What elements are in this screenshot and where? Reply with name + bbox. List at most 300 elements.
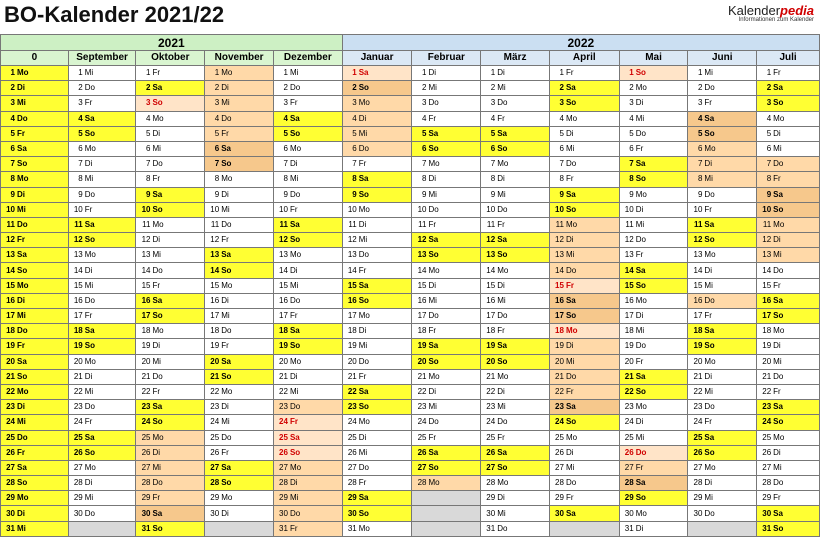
weekday-label: Sa bbox=[17, 250, 27, 260]
month-header: April bbox=[549, 51, 619, 66]
day-cell bbox=[757, 278, 820, 293]
weekday-label: So bbox=[704, 235, 715, 245]
weekday-label: Di bbox=[635, 204, 644, 214]
day-number: 24 bbox=[347, 417, 357, 427]
day-number: 3 bbox=[146, 98, 151, 108]
day-number: 9 bbox=[78, 189, 83, 199]
weekday-label: Sa bbox=[704, 432, 715, 442]
day-number: 4 bbox=[697, 113, 703, 123]
weekday-label: Do bbox=[84, 402, 95, 412]
day-number: 2 bbox=[629, 83, 634, 93]
day-cell bbox=[342, 202, 412, 217]
calendar-row bbox=[1, 339, 820, 354]
day-cell bbox=[619, 324, 688, 339]
empty-cell bbox=[688, 521, 757, 536]
day-number: 14 bbox=[624, 265, 634, 275]
weekday-label: Fr bbox=[358, 371, 367, 381]
day-number: 21 bbox=[347, 371, 357, 381]
weekday-label: Sa bbox=[289, 113, 300, 123]
month-header: Januar bbox=[342, 51, 412, 66]
month-header: März bbox=[481, 51, 550, 66]
weekday-label: So bbox=[635, 280, 646, 290]
day-cell bbox=[619, 384, 688, 399]
day-cell bbox=[549, 415, 619, 430]
day-cell bbox=[273, 339, 342, 354]
weekday-label: Di bbox=[704, 371, 712, 381]
day-number: 28 bbox=[486, 478, 496, 488]
weekday-label: Do bbox=[565, 478, 577, 488]
day-cell bbox=[273, 415, 342, 430]
day-number: 21 bbox=[624, 371, 634, 381]
weekday-label: Di bbox=[221, 295, 229, 305]
weekday-label: Sa bbox=[635, 371, 646, 381]
weekday-label: Fr bbox=[289, 98, 298, 108]
day-cell bbox=[757, 248, 820, 263]
day-number: 28 bbox=[141, 478, 151, 488]
day-number: 29 bbox=[141, 493, 151, 503]
weekday-label: Do bbox=[84, 83, 95, 93]
day-cell bbox=[688, 96, 757, 111]
day-cell bbox=[619, 369, 688, 384]
day-number: 13 bbox=[624, 250, 634, 260]
day-number: 20 bbox=[6, 356, 15, 366]
day-number: 20 bbox=[141, 356, 151, 366]
weekday-label: So bbox=[565, 204, 577, 214]
day-number: 12 bbox=[347, 235, 357, 245]
weekday-label: Mi bbox=[84, 493, 94, 503]
day-number: 5 bbox=[78, 128, 83, 138]
day-number: 24 bbox=[762, 417, 772, 427]
day-cell bbox=[1, 460, 69, 475]
weekday-label: Fr bbox=[773, 174, 781, 184]
day-number: 20 bbox=[417, 356, 427, 366]
day-number: 9 bbox=[629, 189, 634, 199]
weekday-label: Di bbox=[152, 341, 161, 351]
day-cell bbox=[412, 233, 481, 248]
weekday-label: So bbox=[221, 478, 232, 488]
day-cell bbox=[688, 263, 757, 278]
weekday-label: Do bbox=[773, 159, 784, 169]
day-number: 10 bbox=[417, 204, 427, 214]
day-number: 18 bbox=[210, 326, 220, 336]
day-number: 12 bbox=[555, 235, 564, 245]
weekday-label: Mi bbox=[704, 174, 713, 184]
day-cell bbox=[136, 521, 205, 536]
weekday-label: So bbox=[289, 128, 301, 138]
day-number: 8 bbox=[78, 174, 83, 184]
day-cell bbox=[412, 476, 481, 491]
weekday-label: Mo bbox=[635, 295, 647, 305]
weekday-label: Mi bbox=[221, 98, 230, 108]
day-cell bbox=[412, 430, 481, 445]
weekday-label: Mi bbox=[565, 250, 575, 260]
day-cell bbox=[1, 309, 69, 324]
day-number: 5 bbox=[352, 128, 357, 138]
day-cell bbox=[481, 96, 550, 111]
day-number: 23 bbox=[555, 402, 564, 412]
weekday-label: Mo bbox=[565, 113, 578, 123]
day-cell bbox=[136, 278, 205, 293]
weekday-label: Fr bbox=[773, 493, 781, 503]
day-number: 29 bbox=[73, 493, 83, 503]
day-number: 19 bbox=[279, 341, 288, 351]
day-cell bbox=[619, 111, 688, 126]
weekday-label: Sa bbox=[428, 128, 439, 138]
weekday-label: Sa bbox=[152, 189, 163, 199]
day-number: 21 bbox=[73, 371, 83, 381]
day-cell bbox=[68, 278, 136, 293]
weekday-label: Sa bbox=[152, 508, 163, 518]
day-cell bbox=[549, 369, 619, 384]
day-number: 12 bbox=[624, 235, 634, 245]
day-cell bbox=[273, 248, 342, 263]
weekday-label: Mo bbox=[17, 280, 29, 290]
day-number: 27 bbox=[624, 462, 634, 472]
day-cell bbox=[412, 384, 481, 399]
weekday-label: Sa bbox=[17, 462, 27, 472]
day-number: 27 bbox=[417, 462, 427, 472]
day-number: 16 bbox=[141, 295, 151, 305]
day-number: 27 bbox=[347, 462, 357, 472]
day-number: 23 bbox=[693, 402, 703, 412]
calendar-row bbox=[1, 126, 820, 141]
day-number: 7 bbox=[283, 159, 288, 169]
day-number: 18 bbox=[555, 326, 564, 336]
day-cell bbox=[1, 217, 69, 232]
day-cell bbox=[1, 126, 69, 141]
day-cell bbox=[273, 369, 342, 384]
day-number: 3 bbox=[352, 98, 357, 108]
day-cell bbox=[688, 111, 757, 126]
weekday-label: Do bbox=[17, 432, 28, 442]
day-cell bbox=[549, 141, 619, 156]
day-number: 3 bbox=[78, 98, 83, 108]
day-cell bbox=[68, 506, 136, 521]
day-number: 7 bbox=[422, 159, 427, 169]
weekday-label: Di bbox=[152, 447, 161, 457]
day-cell bbox=[688, 415, 757, 430]
day-cell bbox=[342, 400, 412, 415]
weekday-label: Di bbox=[635, 523, 644, 533]
day-number: 31 bbox=[486, 523, 496, 533]
weekday-label: Do bbox=[704, 402, 715, 412]
day-number: 23 bbox=[624, 402, 634, 412]
day-number: 27 bbox=[210, 462, 220, 472]
day-number: 6 bbox=[559, 144, 564, 154]
day-cell bbox=[68, 141, 136, 156]
weekday-label: Mo bbox=[289, 144, 302, 154]
day-cell bbox=[205, 384, 274, 399]
day-cell bbox=[619, 354, 688, 369]
day-cell bbox=[1, 157, 69, 172]
day-number: 7 bbox=[766, 159, 772, 169]
day-number: 7 bbox=[78, 159, 83, 169]
day-cell bbox=[619, 430, 688, 445]
day-number: 20 bbox=[210, 356, 220, 366]
calendar-table bbox=[0, 34, 820, 537]
weekday-label: So bbox=[221, 159, 232, 169]
weekday-label: Sa bbox=[17, 356, 27, 366]
weekday-label: Fr bbox=[565, 387, 574, 397]
day-cell bbox=[549, 202, 619, 217]
day-cell bbox=[205, 339, 274, 354]
day-cell bbox=[342, 157, 412, 172]
day-cell bbox=[273, 157, 342, 172]
weekday-label: Sa bbox=[84, 326, 95, 336]
weekday-label: Mo bbox=[497, 371, 509, 381]
weekday-label: Di bbox=[428, 68, 437, 78]
day-number: 11 bbox=[279, 219, 288, 229]
day-number: 12 bbox=[693, 235, 703, 245]
weekday-label: So bbox=[497, 144, 508, 154]
day-cell bbox=[412, 445, 481, 460]
day-number: 14 bbox=[279, 265, 288, 275]
day-number: 9 bbox=[352, 189, 357, 199]
day-cell bbox=[136, 491, 205, 506]
day-number: 1 bbox=[352, 68, 357, 78]
day-number: 18 bbox=[73, 326, 83, 336]
day-cell bbox=[273, 460, 342, 475]
day-number: 10 bbox=[693, 204, 703, 214]
logo-brand-accent: pedia bbox=[780, 3, 814, 18]
day-cell bbox=[688, 506, 757, 521]
weekday-label: Di bbox=[289, 371, 298, 381]
day-cell bbox=[688, 278, 757, 293]
day-number: 30 bbox=[6, 508, 15, 518]
weekday-label: Mi bbox=[289, 493, 299, 503]
day-cell bbox=[549, 324, 619, 339]
day-cell bbox=[481, 233, 550, 248]
day-number: 9 bbox=[214, 189, 220, 199]
day-number: 29 bbox=[555, 493, 564, 503]
weekday-label: Do bbox=[704, 189, 715, 199]
day-cell bbox=[1, 384, 69, 399]
day-number: 30 bbox=[210, 508, 220, 518]
weekday-label: Fr bbox=[565, 68, 574, 78]
day-number: 8 bbox=[283, 174, 288, 184]
day-cell bbox=[1, 248, 69, 263]
day-cell bbox=[205, 293, 274, 308]
weekday-label: Do bbox=[84, 295, 95, 305]
day-cell bbox=[412, 126, 481, 141]
day-cell bbox=[619, 248, 688, 263]
weekday-label: Sa bbox=[773, 402, 783, 412]
day-number: 1 bbox=[559, 68, 564, 78]
day-cell bbox=[688, 293, 757, 308]
weekday-label: Mo bbox=[358, 204, 370, 214]
weekday-label: Di bbox=[221, 83, 229, 93]
day-cell bbox=[481, 400, 550, 415]
weekday-label: Do bbox=[289, 295, 301, 305]
day-cell bbox=[205, 263, 274, 278]
day-number: 30 bbox=[762, 508, 772, 518]
day-number: 25 bbox=[693, 432, 703, 442]
day-cell bbox=[688, 217, 757, 232]
day-cell bbox=[688, 400, 757, 415]
day-cell bbox=[205, 476, 274, 491]
day-number: 18 bbox=[762, 326, 772, 336]
weekday-label: Mo bbox=[428, 371, 440, 381]
day-number: 17 bbox=[555, 311, 564, 321]
weekday-label: So bbox=[635, 387, 646, 397]
day-number: 14 bbox=[73, 265, 83, 275]
day-number: 11 bbox=[625, 219, 634, 229]
day-number: 11 bbox=[762, 219, 772, 229]
day-cell bbox=[136, 445, 205, 460]
day-number: 16 bbox=[73, 295, 83, 305]
weekday-label: Sa bbox=[773, 508, 783, 518]
weekday-label: Mi bbox=[152, 250, 161, 260]
weekday-label: Fr bbox=[428, 113, 437, 123]
weekday-label: So bbox=[17, 265, 28, 275]
weekday-label: Do bbox=[497, 417, 508, 427]
weekday-label: Mo bbox=[152, 432, 164, 442]
day-number: 25 bbox=[210, 432, 220, 442]
weekday-label: Mi bbox=[773, 356, 782, 366]
day-cell bbox=[412, 369, 481, 384]
day-cell bbox=[619, 263, 688, 278]
year-header-row bbox=[1, 35, 820, 51]
weekday-label: Di bbox=[497, 174, 505, 184]
day-number: 24 bbox=[279, 417, 288, 427]
day-cell bbox=[549, 96, 619, 111]
day-number: 6 bbox=[78, 144, 83, 154]
day-number: 6 bbox=[352, 144, 357, 154]
day-cell bbox=[342, 324, 412, 339]
weekday-label: Mi bbox=[358, 128, 368, 138]
day-number: 16 bbox=[279, 295, 288, 305]
day-number: 16 bbox=[210, 295, 220, 305]
day-number: 21 bbox=[6, 371, 15, 381]
weekday-label: Mo bbox=[773, 219, 785, 229]
day-number: 6 bbox=[766, 144, 772, 154]
day-cell bbox=[688, 202, 757, 217]
day-cell bbox=[205, 354, 274, 369]
day-cell bbox=[205, 278, 274, 293]
day-number: 7 bbox=[146, 159, 151, 169]
day-number: 4 bbox=[283, 113, 288, 123]
day-cell bbox=[619, 202, 688, 217]
day-number: 16 bbox=[624, 295, 634, 305]
day-cell bbox=[412, 202, 481, 217]
day-number: 8 bbox=[766, 174, 772, 184]
day-cell bbox=[68, 384, 136, 399]
day-cell bbox=[68, 263, 136, 278]
weekday-label: Mo bbox=[773, 326, 785, 336]
day-cell bbox=[481, 81, 550, 96]
day-cell bbox=[342, 354, 412, 369]
day-cell bbox=[412, 66, 481, 81]
weekday-label: Fr bbox=[773, 68, 781, 78]
day-cell bbox=[549, 157, 619, 172]
day-cell bbox=[205, 81, 274, 96]
day-number: 19 bbox=[486, 341, 496, 351]
day-cell bbox=[757, 293, 820, 308]
day-cell bbox=[619, 460, 688, 475]
day-cell bbox=[342, 96, 412, 111]
weekday-label: Fr bbox=[565, 493, 574, 503]
weekday-label: Do bbox=[17, 113, 28, 123]
day-cell bbox=[549, 384, 619, 399]
day-number: 23 bbox=[762, 402, 772, 412]
day-cell bbox=[619, 187, 688, 202]
calendar-row bbox=[1, 445, 820, 460]
day-cell bbox=[342, 415, 412, 430]
weekday-label: Fr bbox=[289, 204, 298, 214]
day-cell bbox=[273, 111, 342, 126]
day-cell bbox=[342, 309, 412, 324]
day-cell bbox=[412, 111, 481, 126]
day-number: 15 bbox=[210, 280, 220, 290]
day-cell bbox=[412, 293, 481, 308]
day-cell bbox=[757, 157, 820, 172]
weekday-label: Mo bbox=[221, 280, 233, 290]
weekday-label: So bbox=[152, 417, 163, 427]
weekday-label: Mi bbox=[17, 523, 26, 533]
day-number: 29 bbox=[762, 493, 772, 503]
weekday-label: Sa bbox=[497, 128, 507, 138]
weekday-label: Do bbox=[497, 98, 508, 108]
weekday-label: Mi bbox=[84, 280, 94, 290]
weekday-label: Mo bbox=[84, 250, 96, 260]
weekday-label: Do bbox=[635, 341, 646, 351]
weekday-label: Do bbox=[704, 83, 715, 93]
day-number: 23 bbox=[73, 402, 83, 412]
day-cell bbox=[68, 293, 136, 308]
weekday-label: Do bbox=[152, 478, 163, 488]
day-cell bbox=[1, 354, 69, 369]
day-number: 13 bbox=[73, 250, 83, 260]
weekday-label: Mo bbox=[773, 432, 785, 442]
weekday-label: Di bbox=[358, 326, 367, 336]
day-cell bbox=[136, 460, 205, 475]
weekday-label: Sa bbox=[565, 402, 576, 412]
weekday-label: Sa bbox=[635, 265, 646, 275]
day-number: 21 bbox=[693, 371, 703, 381]
weekday-label: Do bbox=[221, 432, 232, 442]
weekday-label: So bbox=[635, 493, 646, 503]
day-cell bbox=[549, 111, 619, 126]
day-number: 21 bbox=[210, 371, 220, 381]
weekday-label: Mo bbox=[84, 462, 96, 472]
day-number: 19 bbox=[6, 341, 15, 351]
day-number: 20 bbox=[555, 356, 564, 366]
day-cell bbox=[273, 96, 342, 111]
weekday-label: Mo bbox=[17, 493, 29, 503]
day-number: 28 bbox=[693, 478, 703, 488]
weekday-label: Sa bbox=[152, 402, 163, 412]
day-number: 26 bbox=[6, 447, 15, 457]
weekday-label: Sa bbox=[358, 493, 369, 503]
day-number: 12 bbox=[141, 235, 151, 245]
day-number: 13 bbox=[6, 250, 15, 260]
day-number: 12 bbox=[73, 235, 83, 245]
day-cell bbox=[549, 460, 619, 475]
weekday-label: Do bbox=[152, 265, 163, 275]
weekday-label: Sa bbox=[221, 250, 231, 260]
day-number: 18 bbox=[486, 326, 496, 336]
weekday-label: Do bbox=[497, 523, 508, 533]
weekday-label: Sa bbox=[84, 432, 95, 442]
weekday-label: Sa bbox=[428, 235, 439, 245]
calendar-row bbox=[1, 460, 820, 475]
calendar-row bbox=[1, 96, 820, 111]
day-cell bbox=[549, 66, 619, 81]
day-cell bbox=[481, 415, 550, 430]
day-cell bbox=[273, 141, 342, 156]
logo-tagline: Informationen zum Kalender bbox=[738, 17, 814, 23]
calendar-row bbox=[1, 263, 820, 278]
